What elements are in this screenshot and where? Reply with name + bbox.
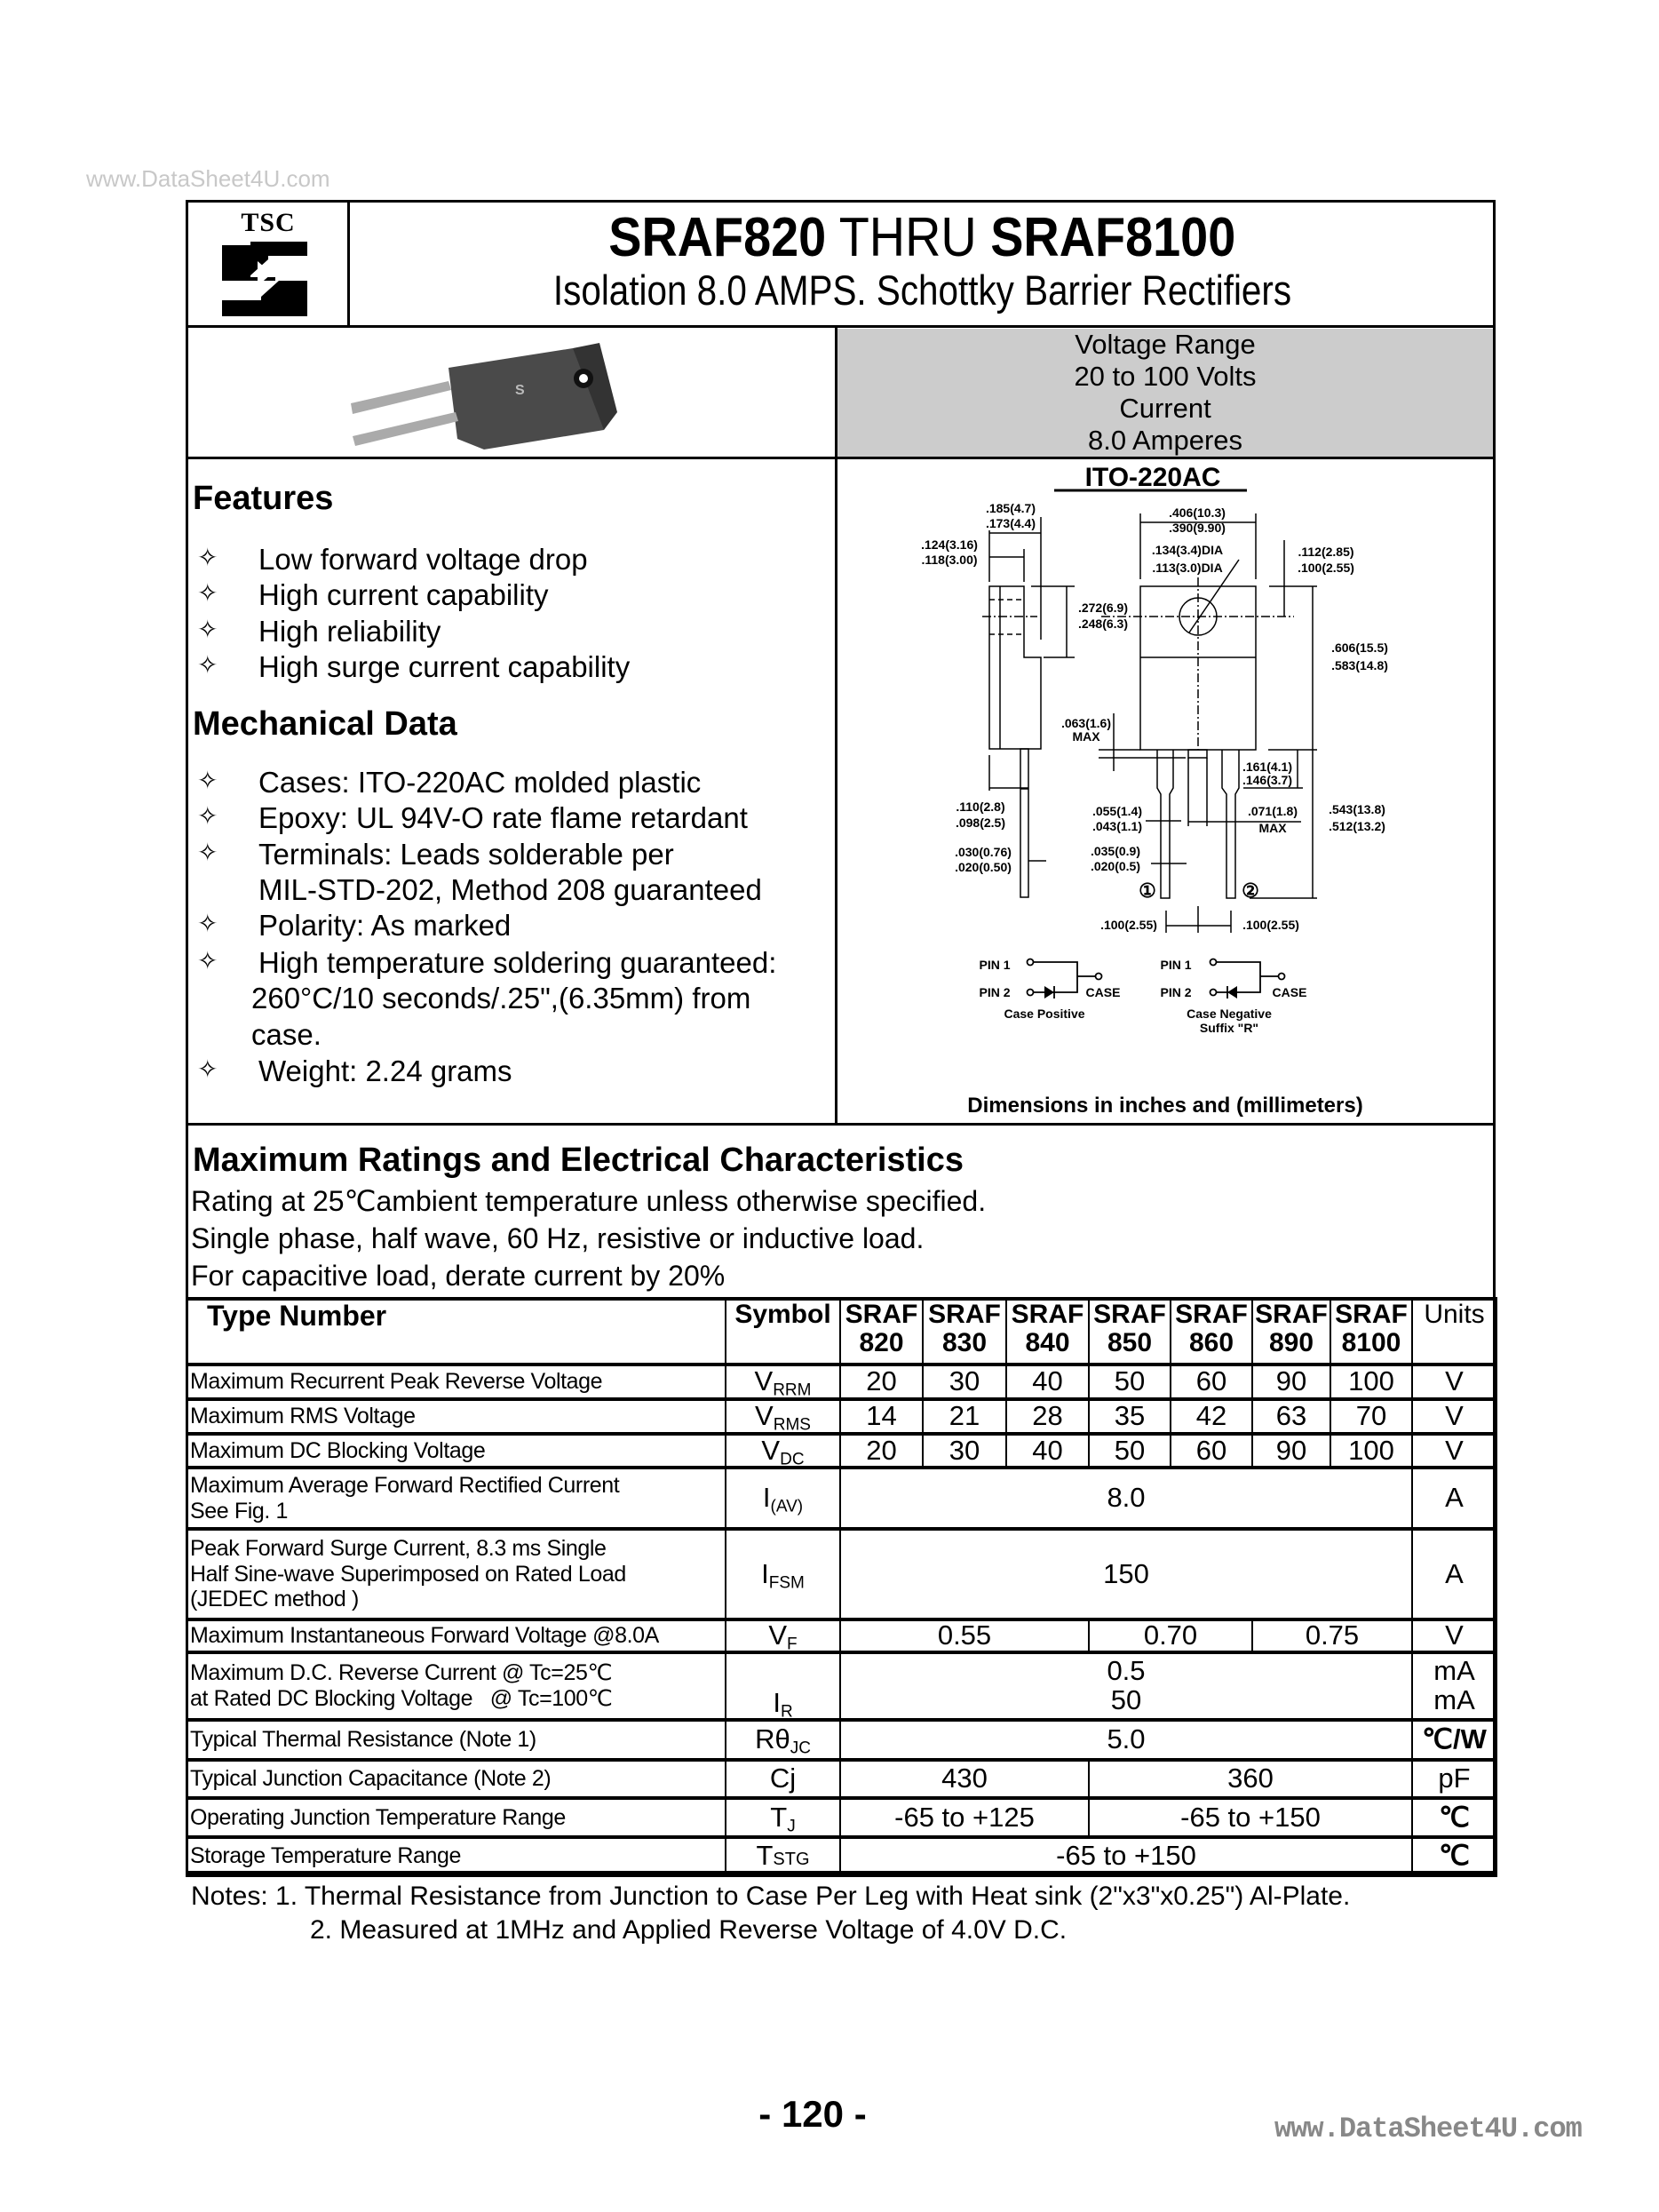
cell: 0.5 50 <box>840 1652 1412 1720</box>
cell: 60 <box>1171 1434 1252 1468</box>
symbol: $I_{(AV)}$ <box>726 1468 840 1529</box>
watermark: www.DataSheet4U.com <box>1274 2113 1582 2145</box>
table-row <box>187 1399 1496 1434</box>
dim-label: .100(2.55) <box>1242 918 1299 932</box>
unit: mA mA <box>1412 1652 1496 1720</box>
logo-text: TSC <box>241 208 296 237</box>
symbol: Cj <box>726 1760 840 1798</box>
cell: 20 <box>840 1365 923 1399</box>
dim-label: .134(3.4)DIA <box>1151 543 1224 557</box>
dim-label: .173(4.4) <box>985 516 1036 530</box>
dim-label: .043(1.1) <box>1091 819 1143 833</box>
symbol: $I_R$ <box>726 1652 840 1720</box>
bullet-icon: ✧ <box>197 802 218 830</box>
dim-label: .583(14.8) <box>1331 658 1388 672</box>
table-row <box>187 1798 1496 1837</box>
col-part: SRAF 860 <box>1171 1299 1252 1365</box>
svg-text:S: S <box>515 383 525 398</box>
unit: A <box>1412 1468 1496 1529</box>
row-label: Storage Temperature Range <box>187 1837 726 1875</box>
voltage-range-label: Voltage Range <box>1075 329 1256 360</box>
cell: 42 <box>1171 1399 1252 1434</box>
symbol: $I_{FSM}$ <box>726 1529 840 1619</box>
dim-label: .055(1.4) <box>1091 804 1143 818</box>
bullet-icon: ✧ <box>197 544 218 571</box>
dimension-labels <box>921 501 1388 932</box>
voltage-range-value: 20 to 100 Volts <box>1074 361 1257 392</box>
dim-label: .248(6.3) <box>1077 617 1129 631</box>
dim-label: .512(13.2) <box>1329 819 1385 833</box>
unit: A <box>1412 1529 1496 1619</box>
mechanical-heading: Mechanical Data <box>193 705 457 743</box>
dim-label: .272(6.9) <box>1077 601 1129 615</box>
row-label: Maximum Average Forward Rectified Current See Fig. 1 <box>187 1468 726 1529</box>
unit: V <box>1412 1434 1496 1468</box>
table-row <box>187 1529 1496 1619</box>
dim-label: .185(4.7) <box>985 501 1036 515</box>
pin2-label: PIN 2 <box>979 985 1011 999</box>
unit: V <box>1412 1399 1496 1434</box>
dim-label: MAX <box>1258 821 1287 835</box>
dim-label: .161(4.1) <box>1242 760 1293 774</box>
row-label: Peak Forward Surge Current, 8.3 ms Single Half Sine-wave Superimposed on Rated Load (JEDEC method ) <box>187 1529 726 1619</box>
bullet-icon: ✧ <box>197 839 218 866</box>
cell: 40 <box>1006 1434 1089 1468</box>
col-symbol: Symbol <box>726 1299 840 1365</box>
bullet-icon: ✧ <box>197 1055 218 1083</box>
cell: 50 <box>1089 1434 1171 1468</box>
cell: 100 <box>1330 1365 1412 1399</box>
dim-label: .030(0.76) <box>955 845 1012 859</box>
case-label: CASE <box>1272 985 1307 999</box>
dim-label: .098(2.5) <box>955 816 1006 830</box>
bullet-icon: ✧ <box>197 767 218 794</box>
table-row <box>187 1837 1496 1875</box>
col-part: SRAF 850 <box>1089 1299 1171 1365</box>
dim-label: .390(9.90) <box>1169 521 1226 535</box>
caption: Case Positive <box>1004 1007 1085 1021</box>
dim-label: .146(3.7) <box>1242 773 1293 787</box>
pin2-label: PIN 2 <box>1160 985 1192 999</box>
dim-label: .063(1.6) <box>1060 716 1112 730</box>
dim-label: .543(13.8) <box>1329 802 1385 816</box>
row-label: Maximum DC Blocking Voltage <box>187 1434 726 1468</box>
bullet-icon: ✧ <box>197 910 218 937</box>
cell: 0.75 <box>1252 1619 1412 1652</box>
unit: ℃ <box>1412 1837 1496 1875</box>
subtitle: Isolation 8.0 AMPS. Schottky Barrier Rectifiers <box>552 267 1292 314</box>
ratings-table <box>186 1297 1497 1877</box>
table-row <box>187 1434 1496 1468</box>
dim-label: .110(2.8) <box>956 800 1005 814</box>
cell: 40 <box>1006 1365 1089 1399</box>
cell: 50 <box>1089 1365 1171 1399</box>
table-row <box>187 1720 1496 1760</box>
pin1-label: PIN 1 <box>1160 958 1192 972</box>
dim-label: .035(0.9) <box>1090 844 1141 858</box>
cell: 90 <box>1252 1365 1330 1399</box>
cell: 90 <box>1252 1434 1330 1468</box>
pin2-marker: ② <box>1242 879 1259 902</box>
bullet-icon: ✧ <box>197 947 218 975</box>
title-thru: THRU <box>838 207 977 268</box>
col-units: Units <box>1412 1299 1496 1365</box>
cell: 5.0 <box>840 1720 1412 1760</box>
note-2: 2. Measured at 1MHz and Applied Reverse Voltage of 4.0V D.C. <box>310 1915 1068 1945</box>
table-row <box>187 1760 1496 1798</box>
table-row <box>187 1619 1496 1652</box>
col-part: SRAF 840 <box>1006 1299 1089 1365</box>
cell: 150 <box>840 1529 1412 1619</box>
cell: 20 <box>840 1434 923 1468</box>
table-header-row <box>187 1299 1496 1365</box>
diode-icon <box>1227 986 1237 999</box>
cell: 8.0 <box>840 1468 1412 1529</box>
ratings-note: Single phase, half wave, 60 Hz, resistive or inductive load. <box>191 1222 925 1254</box>
pin1-label: PIN 1 <box>979 958 1011 972</box>
dim-label: .124(3.16) <box>921 537 978 552</box>
dim-label: MAX <box>1072 729 1100 744</box>
cell: 430 <box>840 1760 1089 1798</box>
cell: -65 to +125 <box>840 1798 1089 1837</box>
unit: ℃/W <box>1412 1720 1496 1760</box>
cell: 63 <box>1252 1399 1330 1434</box>
page-number: - 120 - <box>758 2093 867 2135</box>
schematic-case-negative <box>1160 958 1306 1035</box>
col-part: SRAF 830 <box>923 1299 1006 1365</box>
cell: 60 <box>1171 1365 1252 1399</box>
unit: V <box>1412 1365 1496 1399</box>
dim-label: .113(3.0)DIA <box>1152 561 1223 575</box>
row-label: Typical Junction Capacitance (Note 2) <box>187 1760 726 1798</box>
title-part2: SRAF8100 <box>990 207 1236 268</box>
row-label: Maximum RMS Voltage <box>187 1399 726 1434</box>
col-part: SRAF 890 <box>1252 1299 1330 1365</box>
ratings-note: Rating at 25℃ambient temperature unless otherwise specified. <box>191 1185 987 1217</box>
col-part: SRAF 820 <box>840 1299 923 1365</box>
symbol: $R\theta_{JC}$ <box>726 1720 840 1760</box>
note-1: Notes: 1. Thermal Resistance from Junction to Case Per Leg with Heat sink (2"x3"x0.25") Al-Plate. <box>191 1882 1351 1911</box>
symbol: $V_F$ <box>726 1619 840 1652</box>
title-part1: SRAF820 <box>608 207 827 268</box>
bullet-icon: ✧ <box>197 579 218 607</box>
symbol: $T_J$ <box>726 1798 840 1837</box>
cell: 30 <box>923 1365 1006 1399</box>
dim-label: .118(3.00) <box>921 553 978 567</box>
cell: -65 to +150 <box>840 1837 1412 1875</box>
table-row <box>187 1468 1496 1529</box>
dim-label: .020(0.5) <box>1090 859 1141 873</box>
table-row <box>187 1652 1496 1720</box>
cell: 30 <box>923 1434 1006 1468</box>
symbol: $V_{RMS}$ <box>726 1399 840 1434</box>
dim-label: .071(1.8) <box>1247 804 1298 818</box>
cell: 14 <box>840 1399 923 1434</box>
symbol: $V_{RRM}$ <box>726 1365 840 1399</box>
row-label: Typical Thermal Resistance (Note 1) <box>187 1720 726 1760</box>
bullet-icon: ✧ <box>197 616 218 643</box>
unit: pF <box>1412 1760 1496 1798</box>
caption: Suffix "R" <box>1199 1021 1259 1035</box>
drawing-caption: Dimensions in inches and (millimeters) <box>967 1094 1363 1118</box>
ratings-note: For capacitive load, derate current by 20% <box>191 1260 726 1292</box>
col-part: SRAF 8100 <box>1330 1299 1412 1365</box>
row-label: Operating Junction Temperature Range <box>187 1798 726 1837</box>
row-label: Maximum Instantaneous Forward Voltage @8.0A <box>187 1619 726 1652</box>
dim-label: .100(2.55) <box>1298 561 1354 575</box>
cell: 100 <box>1330 1434 1412 1468</box>
caption: Case Negative <box>1187 1007 1272 1021</box>
features-heading: Features <box>193 480 334 517</box>
dim-label: .406(10.3) <box>1169 505 1226 520</box>
row-label: Maximum Recurrent Peak Reverse Voltage <box>187 1365 726 1399</box>
cell: -65 to +150 <box>1089 1798 1412 1837</box>
symbol: TSTG <box>726 1837 840 1875</box>
dim-label: .100(2.55) <box>1100 918 1157 932</box>
unit: V <box>1412 1619 1496 1652</box>
ratings-heading: Maximum Ratings and Electrical Characteristics <box>193 1142 964 1179</box>
current-label: Current <box>1119 393 1211 424</box>
cell: 35 <box>1089 1399 1171 1434</box>
watermark: www.DataSheet4U.com <box>86 165 330 192</box>
current-value: 8.0 Amperes <box>1087 425 1243 456</box>
pin1-marker: ① <box>1139 879 1156 902</box>
col-type-number: Type Number <box>187 1299 726 1365</box>
dim-label: .020(0.50) <box>955 860 1012 874</box>
cell: 0.70 <box>1089 1619 1252 1652</box>
cell: 70 <box>1330 1399 1412 1434</box>
diode-icon <box>1044 986 1054 999</box>
dim-label: .112(2.85) <box>1298 545 1354 559</box>
case-label: CASE <box>1085 985 1121 999</box>
package-title: ITO-220AC <box>1084 463 1221 492</box>
table-row <box>187 1365 1496 1399</box>
cell: 28 <box>1006 1399 1089 1434</box>
unit: ℃ <box>1412 1798 1496 1837</box>
cell: 21 <box>923 1399 1006 1434</box>
schematic-case-positive <box>979 958 1120 1021</box>
symbol: $V_{DC}$ <box>726 1434 840 1468</box>
bullet-icon: ✧ <box>197 651 218 679</box>
cell: 0.55 <box>840 1619 1089 1652</box>
row-label: Maximum D.C. Reverse Current @ Tc=25℃ at Rated DC Blocking Voltage @ Tc=100℃ <box>187 1652 726 1720</box>
dim-label: .606(15.5) <box>1331 641 1388 655</box>
cell: 360 <box>1089 1760 1412 1798</box>
package-outline <box>982 513 1317 933</box>
notes <box>191 1880 1350 1947</box>
